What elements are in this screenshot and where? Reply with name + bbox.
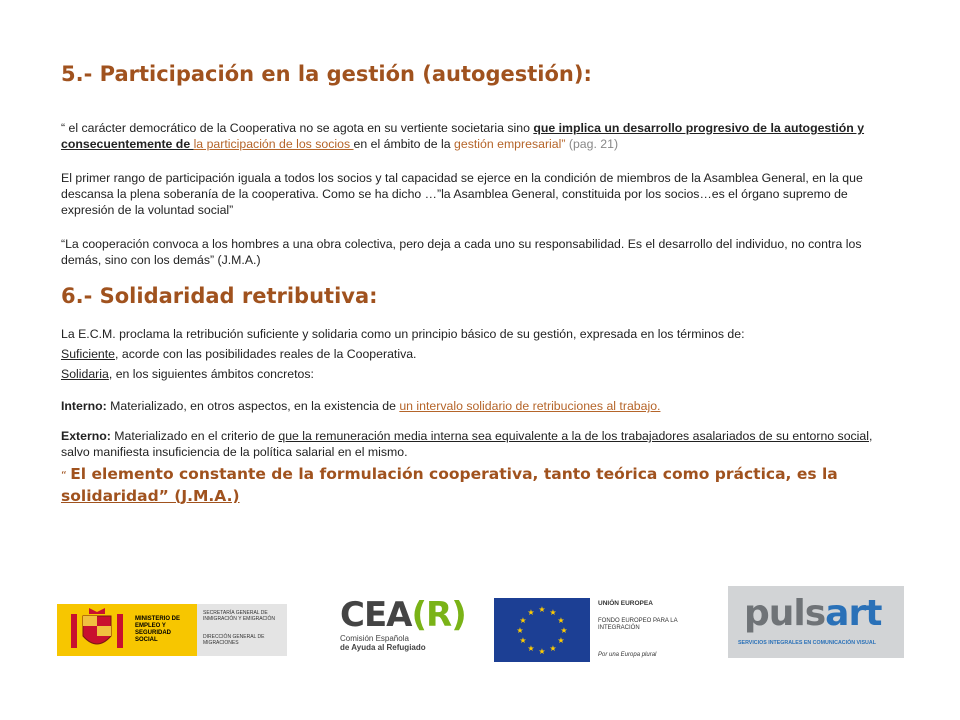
cear-logo	[340, 595, 466, 662]
pulsart-tagline: SERVICIOS INTEGRALES EN COMUNICACIÓN VISUAL	[738, 640, 876, 646]
svg-text:★: ★	[527, 608, 535, 617]
externo-line	[61, 428, 881, 460]
eu-fund: FONDO EUROPEO PARA LA INTEGRACIÓN	[598, 618, 678, 631]
solidaria-label: Solidaria	[61, 367, 109, 381]
section6-intro: La E.C.M. proclama la retribución suficiente y solidaria como un principio básico de su gestión, expresada en los términos de:	[61, 327, 745, 341]
section5-para1: El primer rango de participación iguala a todos los socios y tal capacidad se ejerce en la condición de miembros de la Asamblea General, en la que descansa la plena soberanía de la cooperativa. Como se ha dicho …”la Asamblea General, constituida por los socios…es el órgano supremo de expresión de la voluntad social”	[61, 171, 863, 217]
eu-motto: Por una Europa plural	[598, 652, 657, 658]
quote-middle: en el ámbito de la	[353, 137, 455, 151]
svg-text:★: ★	[519, 636, 527, 645]
suficiente-text: , acorde con las posibilidades reales de la Cooperativa.	[115, 347, 417, 361]
eu-flag-icon	[494, 598, 590, 662]
svg-text:★: ★	[549, 644, 557, 653]
quote-open: “ el carácter democrático de la Cooperativa no se agota en su vertiente societaria sino	[61, 121, 534, 135]
svg-text:★: ★	[557, 636, 565, 645]
svg-text:★: ★	[519, 616, 527, 625]
final-underlined: solidaridad” (J.M.A.)	[61, 487, 240, 505]
interno-link: un intervalo solidario de retribuciones al trabajo.	[399, 399, 661, 413]
pulsart-word-b: art	[825, 593, 882, 634]
quote-page: (pag. 21)	[568, 137, 619, 151]
ministerio-name: MINISTERIO DE EMPLEO Y SEGURIDAD SOCIAL	[135, 616, 181, 643]
svg-text:★: ★	[516, 626, 524, 635]
final-open: “	[61, 469, 71, 482]
svg-text:★: ★	[527, 644, 535, 653]
section6-title: 6.- Solidaridad retributiva:	[61, 284, 378, 308]
cear-line2: de Ayuda al Refugiado	[340, 643, 426, 652]
externo-text: Materializado en el criterio de	[110, 429, 279, 443]
final-quote	[61, 464, 881, 506]
section5-title: 5.- Participación en la gestión (autogestión):	[61, 62, 592, 86]
cear-mark-a: CEA	[340, 595, 412, 635]
quote-orange-underlined: la participación de los socios	[193, 137, 354, 151]
externo-end: , salvo manifiesta insuficiencia de la política salarial en el mismo.	[61, 429, 873, 459]
cear-line1: Comisión Española	[340, 634, 409, 643]
ministerio-direccion: DIRECCIÓN GENERAL DE MIGRACIONES	[203, 634, 265, 646]
externo-label: Externo:	[61, 429, 111, 443]
suficiente-label: Suficiente	[61, 347, 116, 361]
externo-underlined: que la remuneración media interna sea equivalente a la de los trabajadores asalariados de su entorno social	[278, 429, 869, 443]
final-text: El elemento constante de la formulación cooperativa, tanto teórica como práctica, es la	[70, 465, 838, 483]
quote-underlined: que implica un desarrollo progresivo de la autogestión y consecuentemente de	[61, 121, 865, 151]
section5-para2: “La cooperación convoca a los hombres a una obra colectiva, pero deja a cada uno su responsabilidad. Es el desarrollo del individuo, no contra los demás, sino con los demás” (J.M.A.)	[61, 237, 862, 267]
interno-label: Interno:	[61, 399, 107, 413]
eu-title: UNIÓN EUROPEA	[598, 600, 653, 607]
svg-text:★: ★	[538, 647, 546, 656]
slide-content	[61, 62, 881, 522]
spain-coat-of-arms-icon	[67, 606, 127, 654]
cear-mark-b: (R)	[411, 595, 466, 635]
ministerio-logo	[57, 604, 287, 656]
solidaria-line	[61, 366, 881, 382]
ministerio-secretaria: SECRETARÍA GENERAL DE INMIGRACIÓN Y EMIGRACIÓN	[203, 610, 276, 622]
svg-text:★: ★	[560, 626, 568, 635]
quote-close: ”	[561, 137, 569, 151]
svg-text:★: ★	[549, 608, 557, 617]
pulsart-word-a: puls	[744, 593, 826, 634]
eu-logo	[494, 598, 694, 662]
cear-wordmark	[340, 595, 466, 635]
suficiente-line	[61, 346, 881, 362]
pulsart-logo	[728, 586, 904, 658]
svg-text:★: ★	[557, 616, 565, 625]
section5-quote	[61, 120, 881, 152]
interno-text: Materializado, en otros aspectos, en la existencia de	[106, 399, 400, 413]
logo-strip	[0, 586, 960, 666]
interno-line	[61, 398, 881, 414]
svg-text:★: ★	[538, 605, 546, 614]
solidaria-text: , en los siguientes ámbitos concretos:	[108, 367, 314, 381]
quote-orange: gestión empresarial	[454, 137, 562, 151]
pulsart-wordmark	[744, 592, 881, 636]
